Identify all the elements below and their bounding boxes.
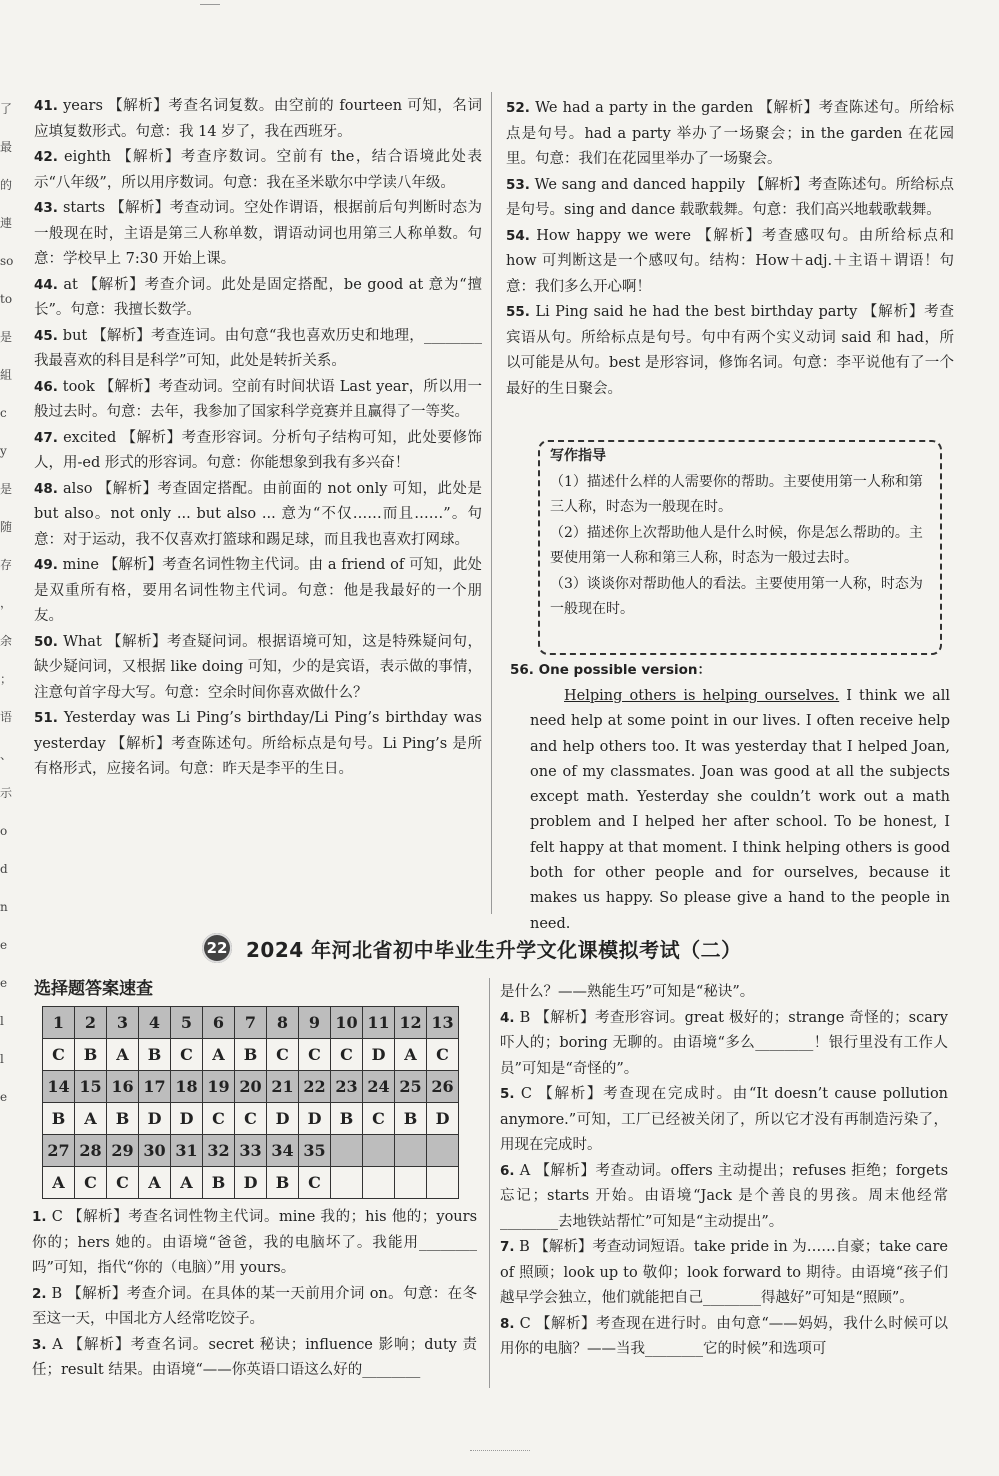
question-number: 6. — [500, 1162, 515, 1179]
answer-text: What — [63, 633, 102, 650]
answer-explanation — [34, 145, 482, 196]
edge-glyph: 余 — [0, 634, 13, 648]
answer-row — [43, 1039, 459, 1071]
answer-cell: A — [171, 1167, 203, 1199]
answer-cell: B — [107, 1103, 139, 1135]
answer-row — [43, 1167, 459, 1199]
question-number: 44. — [34, 276, 58, 293]
explanation-text: 【解析】考查形容词。分析句子结构可知，此处要修饰人，用-ed 形式的形容词。句意：你能想象到我有多兴奋！ — [34, 429, 483, 471]
answer-explanation — [34, 553, 482, 630]
answer-cell: B — [235, 1039, 267, 1071]
answer-text: C — [519, 1315, 531, 1332]
writing-guide-box — [538, 440, 942, 655]
guide-point: （2）描述你上次帮助他人是什么时候，你是怎么帮助的。主要使用第一人称和第三人称，时态为一般过去时。 — [550, 524, 923, 566]
question-number-cell: 11 — [363, 1007, 395, 1039]
explanation-text: 是什么？——熟能生巧”可知是“秘诀”。 — [500, 984, 755, 1000]
answer-explanation — [34, 630, 482, 707]
explanation-text: 【解析】考查现在进行时。由句意“——妈妈，我什么时候可以用你的电脑？——当我________它的时候”和选项可 — [500, 1315, 948, 1357]
edge-glyph: 、 — [0, 748, 13, 762]
explanation-text: 【解析】考查连词。由句意“我也喜欢历史和地理，________我最喜欢的科目是科学”可知，此处是转折关系。 — [34, 327, 483, 369]
column-divider — [491, 92, 492, 914]
edge-glyph: o — [0, 824, 8, 838]
answer-explanation — [32, 1333, 477, 1384]
question-number-cell: 33 — [235, 1135, 267, 1167]
explanation-text: 【解析】考查固定搭配。由前面的 not only 可知，此处是 but also。not only ... but also ... 意为“不仅……而且……”。句意：对于运动，我不仅喜欢打篮球和踢足球，而且我也喜欢打网球。 — [34, 480, 483, 548]
explanation-text: 【解析】考查动词。offers 主动提出；refuses 拒绝；forgets 忘记；starts 开始。由语境“Jack 是个善良的男孩。周末他经常________去地铁站帮忙”可知是“主动提出”。 — [500, 1162, 949, 1230]
question-number: 7. — [500, 1239, 515, 1255]
answer-cell: D — [171, 1103, 203, 1135]
question-number: 53. — [506, 176, 530, 193]
edge-glyph: so — [0, 254, 14, 268]
question-number: 5. — [500, 1086, 515, 1102]
question-number-cell: 8 — [267, 1007, 299, 1039]
exam-number-badge: 22 — [202, 933, 232, 963]
answer-text: B — [519, 1009, 531, 1026]
question-number-cell: 6 — [203, 1007, 235, 1039]
writing-guide-title: 写作指导 — [550, 448, 606, 464]
question-number: 52. — [506, 100, 530, 116]
guide-point: （3）谈谈你对帮助他人的看法。主要使用第一人称，时态为一般现在时。 — [550, 575, 923, 617]
question-number-cell: 12 — [395, 1007, 427, 1039]
answer-cell — [427, 1167, 459, 1199]
answer-table — [42, 1006, 459, 1199]
question-number-cell: 31 — [171, 1135, 203, 1167]
question-number-cell: 9 — [299, 1007, 331, 1039]
explanation-text: 【解析】考查现在完成时。由“It doesn’t cause pollution anymore.”可知，工厂已经被关闭了，所以它才没有再制造污染了，用现在完成时。 — [500, 1086, 949, 1153]
question-number-cell: 2 — [75, 1007, 107, 1039]
explanation-text: 【解析】考查疑问词。根据语境可知，这是特殊疑问句，缺少疑问词，又根据 like doing 可知，少的是宾语，表示做的事情，注意句首字母大写。句意：空余时间你喜欢做什么？ — [34, 633, 483, 701]
answer-explanation — [506, 173, 954, 224]
question-number-row — [43, 1007, 459, 1039]
explanation-text: 【解析】考查名词复数。由空前的 fourteen 可知，名词应填复数形式。句意：我 14 岁了，我在西班牙。 — [34, 98, 483, 140]
answer-cell: B — [75, 1039, 107, 1071]
edge-glyph: n — [0, 900, 8, 914]
answer-text: mine — [62, 557, 99, 573]
edge-glyph: to — [0, 292, 13, 306]
question-number-cell: 28 — [75, 1135, 107, 1167]
answer-explanation — [34, 426, 482, 477]
question-number-row — [43, 1135, 459, 1167]
answer-cell: C — [235, 1103, 267, 1135]
question-number-cell: 27 — [43, 1135, 75, 1167]
answer-cell: C — [75, 1167, 107, 1199]
edge-glyph: 存 — [0, 558, 13, 572]
answer-cell: B — [395, 1103, 427, 1135]
answer-cell: D — [299, 1103, 331, 1135]
left-edge-text — [0, 90, 14, 1116]
answer-explanation — [34, 324, 482, 375]
question-number: 55. — [506, 304, 530, 320]
answer-text: also — [63, 480, 93, 497]
answer-cell: A — [203, 1039, 235, 1071]
answer-explanation — [500, 1082, 948, 1159]
edge-glyph: 示 — [0, 786, 13, 800]
question-number-cell: 16 — [107, 1071, 139, 1103]
upper-left-column — [34, 94, 482, 783]
answer-explanation — [500, 980, 948, 1006]
explanation-text: 【解析】考查介词。此处是固定搭配，be good at 意为“擅长”。句意：我擅长数学。 — [34, 276, 483, 318]
question-number-cell: 22 — [299, 1071, 331, 1103]
question-number: 50. — [34, 633, 58, 650]
answer-explanation — [34, 94, 482, 145]
answer-explanation — [500, 1006, 948, 1083]
question-number-cell: 13 — [427, 1007, 459, 1039]
edge-glyph: e — [0, 1090, 8, 1104]
answer-text: A — [519, 1162, 531, 1179]
answer-cell: D — [267, 1103, 299, 1135]
explanation-text: 【解析】考查陈述句。所给标点是句号。Li Ping’s 是所有格形式，应接名词。句意：昨天是李平的生日。 — [34, 735, 482, 777]
answer-text: B — [51, 1285, 63, 1302]
question-number: 51. — [34, 710, 58, 726]
explanation-text: 【解析】考查名词性物主代词。mine 我的；his 他的；yours 你的；hers 她的。由语境“爸爸，我的电脑坏了。我能用________吗”可知，指代“你的（电脑）”用 yours。 — [32, 1209, 478, 1276]
explanation-text: 【解析】考查名词性物主代词。由 a friend of 可知，此处是双重所有格，要用名词性物主代词。句意：他是我最好的一个朋友。 — [34, 557, 483, 624]
explanation-text: 【解析】考查感叹句。由所给标点和 how 可判断这是一个感叹句。结构：How＋adj.＋主语＋谓语！句意：我们多么开心啊！ — [506, 227, 955, 295]
question-number: 3. — [32, 1336, 47, 1353]
answer-text: but — [62, 327, 88, 344]
explanation-text: 【解析】考查动词。空前有时间状语 Last year，所以用一般过去时。句意：去年，我参加了国家科学竞赛并且赢得了一等奖。 — [34, 378, 483, 420]
answer-text: eighth — [64, 149, 112, 165]
question-number: 46. — [34, 378, 58, 395]
answer-cell: C — [363, 1103, 395, 1135]
question-number-cell — [395, 1135, 427, 1167]
answer-explanation — [506, 224, 954, 301]
question-number: 42. — [34, 149, 58, 165]
edge-glyph: l — [0, 1014, 4, 1028]
answer-cell: A — [139, 1167, 171, 1199]
explanation-text: 【解析】考查陈述句。所给标点是句号。sing and dance 载歌载舞。句意：我们高兴地载歌载舞。 — [506, 176, 955, 218]
answer-cell: B — [139, 1039, 171, 1071]
question-number: 4. — [500, 1009, 515, 1026]
explanation-text: 【解析】考查动词。空处作谓语，根据前后句判断时态为一般现在时，主语是第三人称单数，谓语动词也用第三人称单数。句意：学校早上 7:30 开始上课。 — [34, 200, 483, 267]
essay-body: I think we all need help at some point in our lives. I often receive help and help others too. It was yesterday that I helped Joan, one of my classmates. Joan was good at all the subjects except math. Yesterday she couldn’t work out a math problem and I helped her after school. To be honest, I felt happy at that moment. I think helping others is good both for other people and for ourselves, because it makes us happy. So please give a hand to the people in need. — [530, 688, 950, 932]
answer-cell: C — [107, 1167, 139, 1199]
explanation-text: 【解析】考查宾语从句。所给标点是句号。句中有两个实义动词 said 和 had，所以可能是从句。best 是形容词，修饰名词。句意：李平说他有了一个最好的生日聚会。 — [506, 304, 955, 397]
question-number-cell: 5 — [171, 1007, 203, 1039]
question-number-cell: 14 — [43, 1071, 75, 1103]
answer-cell: B — [43, 1103, 75, 1135]
answer-row — [43, 1103, 459, 1135]
question-number: 8. — [500, 1315, 515, 1332]
bottom-mark — [470, 1450, 530, 1451]
edge-glyph: 随 — [0, 520, 13, 534]
answer-cell: B — [331, 1103, 363, 1135]
question-number: 41. — [34, 98, 58, 114]
answer-cell: C — [171, 1039, 203, 1071]
answer-cell: A — [43, 1167, 75, 1199]
question-number-cell: 19 — [203, 1071, 235, 1103]
answer-cell: C — [43, 1039, 75, 1071]
question-number: 54. — [506, 227, 530, 244]
answer-cell: C — [203, 1103, 235, 1135]
answer-explanation — [34, 196, 482, 273]
question-number-cell: 26 — [427, 1071, 459, 1103]
question-number-cell: 30 — [139, 1135, 171, 1167]
answer-explanation — [506, 300, 954, 402]
question-number: 49. — [34, 557, 58, 573]
explanation-text: 【解析】考查陈述句。所给标点是句号。had a party 举办了一场聚会；in the garden 在花园里。句意：我们在花园里举办了一场聚会。 — [506, 100, 955, 167]
question-number: 2. — [32, 1285, 47, 1302]
edge-glyph: ； — [0, 672, 13, 686]
question-number-cell: 18 — [171, 1071, 203, 1103]
explanation-text: 【解析】考查名词。secret 秘诀；influence 影响；duty 责任；result 结果。由语境“——你英语口语这么好的________ — [32, 1336, 478, 1378]
edge-glyph: 連 — [0, 216, 13, 230]
question-number: 1. — [32, 1209, 47, 1225]
question-number: 48. — [34, 480, 58, 497]
answer-text: We sang and danced happily — [534, 176, 746, 193]
question-number-cell: 34 — [267, 1135, 299, 1167]
answer-explanation — [34, 706, 482, 783]
answer-explanation — [506, 96, 954, 173]
answer-cell: C — [331, 1039, 363, 1071]
edge-glyph: 语 — [0, 710, 13, 724]
answer-explanation — [32, 1282, 477, 1333]
answer-text: B — [519, 1239, 530, 1255]
question-number-cell: 25 — [395, 1071, 427, 1103]
lower-right-column — [500, 980, 948, 1363]
edge-glyph: 了 — [0, 102, 13, 116]
edge-glyph: 最 — [0, 140, 13, 154]
question-number-cell: 7 — [235, 1007, 267, 1039]
model-essay — [530, 684, 950, 937]
exam-title: 2024 年河北省初中毕业生升学文化课模拟考试（二） — [246, 937, 742, 962]
answer-cell: A — [107, 1039, 139, 1071]
question-number-cell: 29 — [107, 1135, 139, 1167]
question-number-cell — [331, 1135, 363, 1167]
answer-text: starts — [62, 200, 106, 216]
answer-cell: C — [267, 1039, 299, 1071]
answer-explanation — [500, 1235, 948, 1312]
answer-cell: A — [75, 1103, 107, 1135]
guide-point: （1）描述什么样的人需要你的帮助。主要使用第一人称和第三人称，时态为一般现在时。 — [550, 473, 923, 515]
exam-title-bar — [202, 930, 742, 966]
edge-glyph: 的 — [0, 178, 13, 192]
edge-glyph: d — [0, 862, 8, 876]
answer-text: at — [63, 276, 78, 293]
answer-explanation — [34, 375, 482, 426]
answer-cell: B — [203, 1167, 235, 1199]
edge-glyph: l — [0, 1052, 4, 1066]
explanation-text: 【解析】考查序数词。空前有 the，结合语境此处表示“八年级”，所以用序数词。句意：我在圣米歇尔中学读八年级。 — [34, 149, 483, 191]
question-number-cell: 20 — [235, 1071, 267, 1103]
question-number-cell: 15 — [75, 1071, 107, 1103]
question-number-cell: 35 — [299, 1135, 331, 1167]
question-number-cell: 24 — [363, 1071, 395, 1103]
answer-explanation — [500, 1312, 948, 1363]
question-number-cell: 17 — [139, 1071, 171, 1103]
question-number: 43. — [34, 200, 58, 216]
question-number-cell: 23 — [331, 1071, 363, 1103]
answer-cell: D — [235, 1167, 267, 1199]
answer-cell: D — [139, 1103, 171, 1135]
question-number: 45. — [34, 327, 58, 344]
edge-glyph: c — [0, 406, 7, 420]
essay-heading: 56. One possible version： — [510, 662, 712, 678]
explanation-text: 【解析】考查介词。在具体的某一天前用介词 on。句意：在冬至这一天，中国北方人经常吃饺子。 — [32, 1285, 478, 1327]
answer-cell: C — [427, 1039, 459, 1071]
question-number-cell: 1 — [43, 1007, 75, 1039]
question-number: 47. — [34, 429, 58, 446]
answer-text: C — [520, 1086, 532, 1102]
answer-cell: D — [363, 1039, 395, 1071]
explanation-text: 【解析】考查动词短语。take pride in 为……自豪；take care of 照顾；look up to 敬仰；look forward to 期待。由语境“孩子们越早学会独立，他们就能把自己________得越好”可知是“照顾”。 — [500, 1239, 948, 1306]
edge-glyph: y — [0, 444, 7, 458]
answer-text: Li Ping said he had the best birthday party — [535, 304, 858, 320]
answer-text: took — [62, 378, 95, 395]
answer-cell: B — [267, 1167, 299, 1199]
answer-cell — [331, 1167, 363, 1199]
answer-cell — [363, 1167, 395, 1199]
lower-left-column — [32, 1205, 477, 1384]
answer-text: Yesterday was Li Ping’s birthday/Li Ping’s birthday was yesterday — [34, 710, 482, 752]
question-number-cell — [363, 1135, 395, 1167]
edge-glyph: 是 — [0, 330, 13, 344]
edge-glyph: e — [0, 938, 8, 952]
question-number-cell — [427, 1135, 459, 1167]
top-mark — [200, 4, 220, 5]
question-number-cell: 4 — [139, 1007, 171, 1039]
answer-cell: C — [299, 1039, 331, 1071]
answer-cell: C — [299, 1167, 331, 1199]
answer-cell — [395, 1167, 427, 1199]
answer-text: years — [63, 98, 103, 114]
answer-explanation — [500, 1159, 948, 1236]
answer-cell: A — [395, 1039, 427, 1071]
answer-explanation — [34, 477, 482, 554]
answer-explanation — [34, 273, 482, 324]
upper-right-column — [506, 96, 954, 402]
essay-title-sentence: Helping others is helping ourselves. — [564, 688, 840, 704]
edge-glyph: 組 — [0, 368, 13, 382]
answer-text: C — [51, 1209, 63, 1225]
column-divider — [489, 978, 490, 1388]
answer-explanation — [32, 1205, 477, 1282]
explanation-text: 【解析】考查形容词。great 极好的；strange 奇怪的；scary 吓人的；boring 无聊的。由语境“多么________！银行里没有工作人员”可知是“奇怪的”。 — [500, 1009, 949, 1077]
question-number-row — [43, 1071, 459, 1103]
answer-text: A — [52, 1336, 63, 1353]
edge-glyph: 是 — [0, 482, 13, 496]
answer-cell: D — [427, 1103, 459, 1135]
question-number-cell: 21 — [267, 1071, 299, 1103]
edge-glyph: ， — [0, 596, 13, 610]
answer-text: We had a party in the garden — [535, 100, 754, 116]
edge-glyph: e — [0, 976, 8, 990]
answer-text: How happy we were — [536, 227, 691, 244]
question-number-cell: 3 — [107, 1007, 139, 1039]
answer-text: excited — [63, 429, 117, 446]
question-number-cell: 10 — [331, 1007, 363, 1039]
answer-table-heading: 选择题答案速查 — [34, 979, 153, 999]
question-number-cell: 32 — [203, 1135, 235, 1167]
